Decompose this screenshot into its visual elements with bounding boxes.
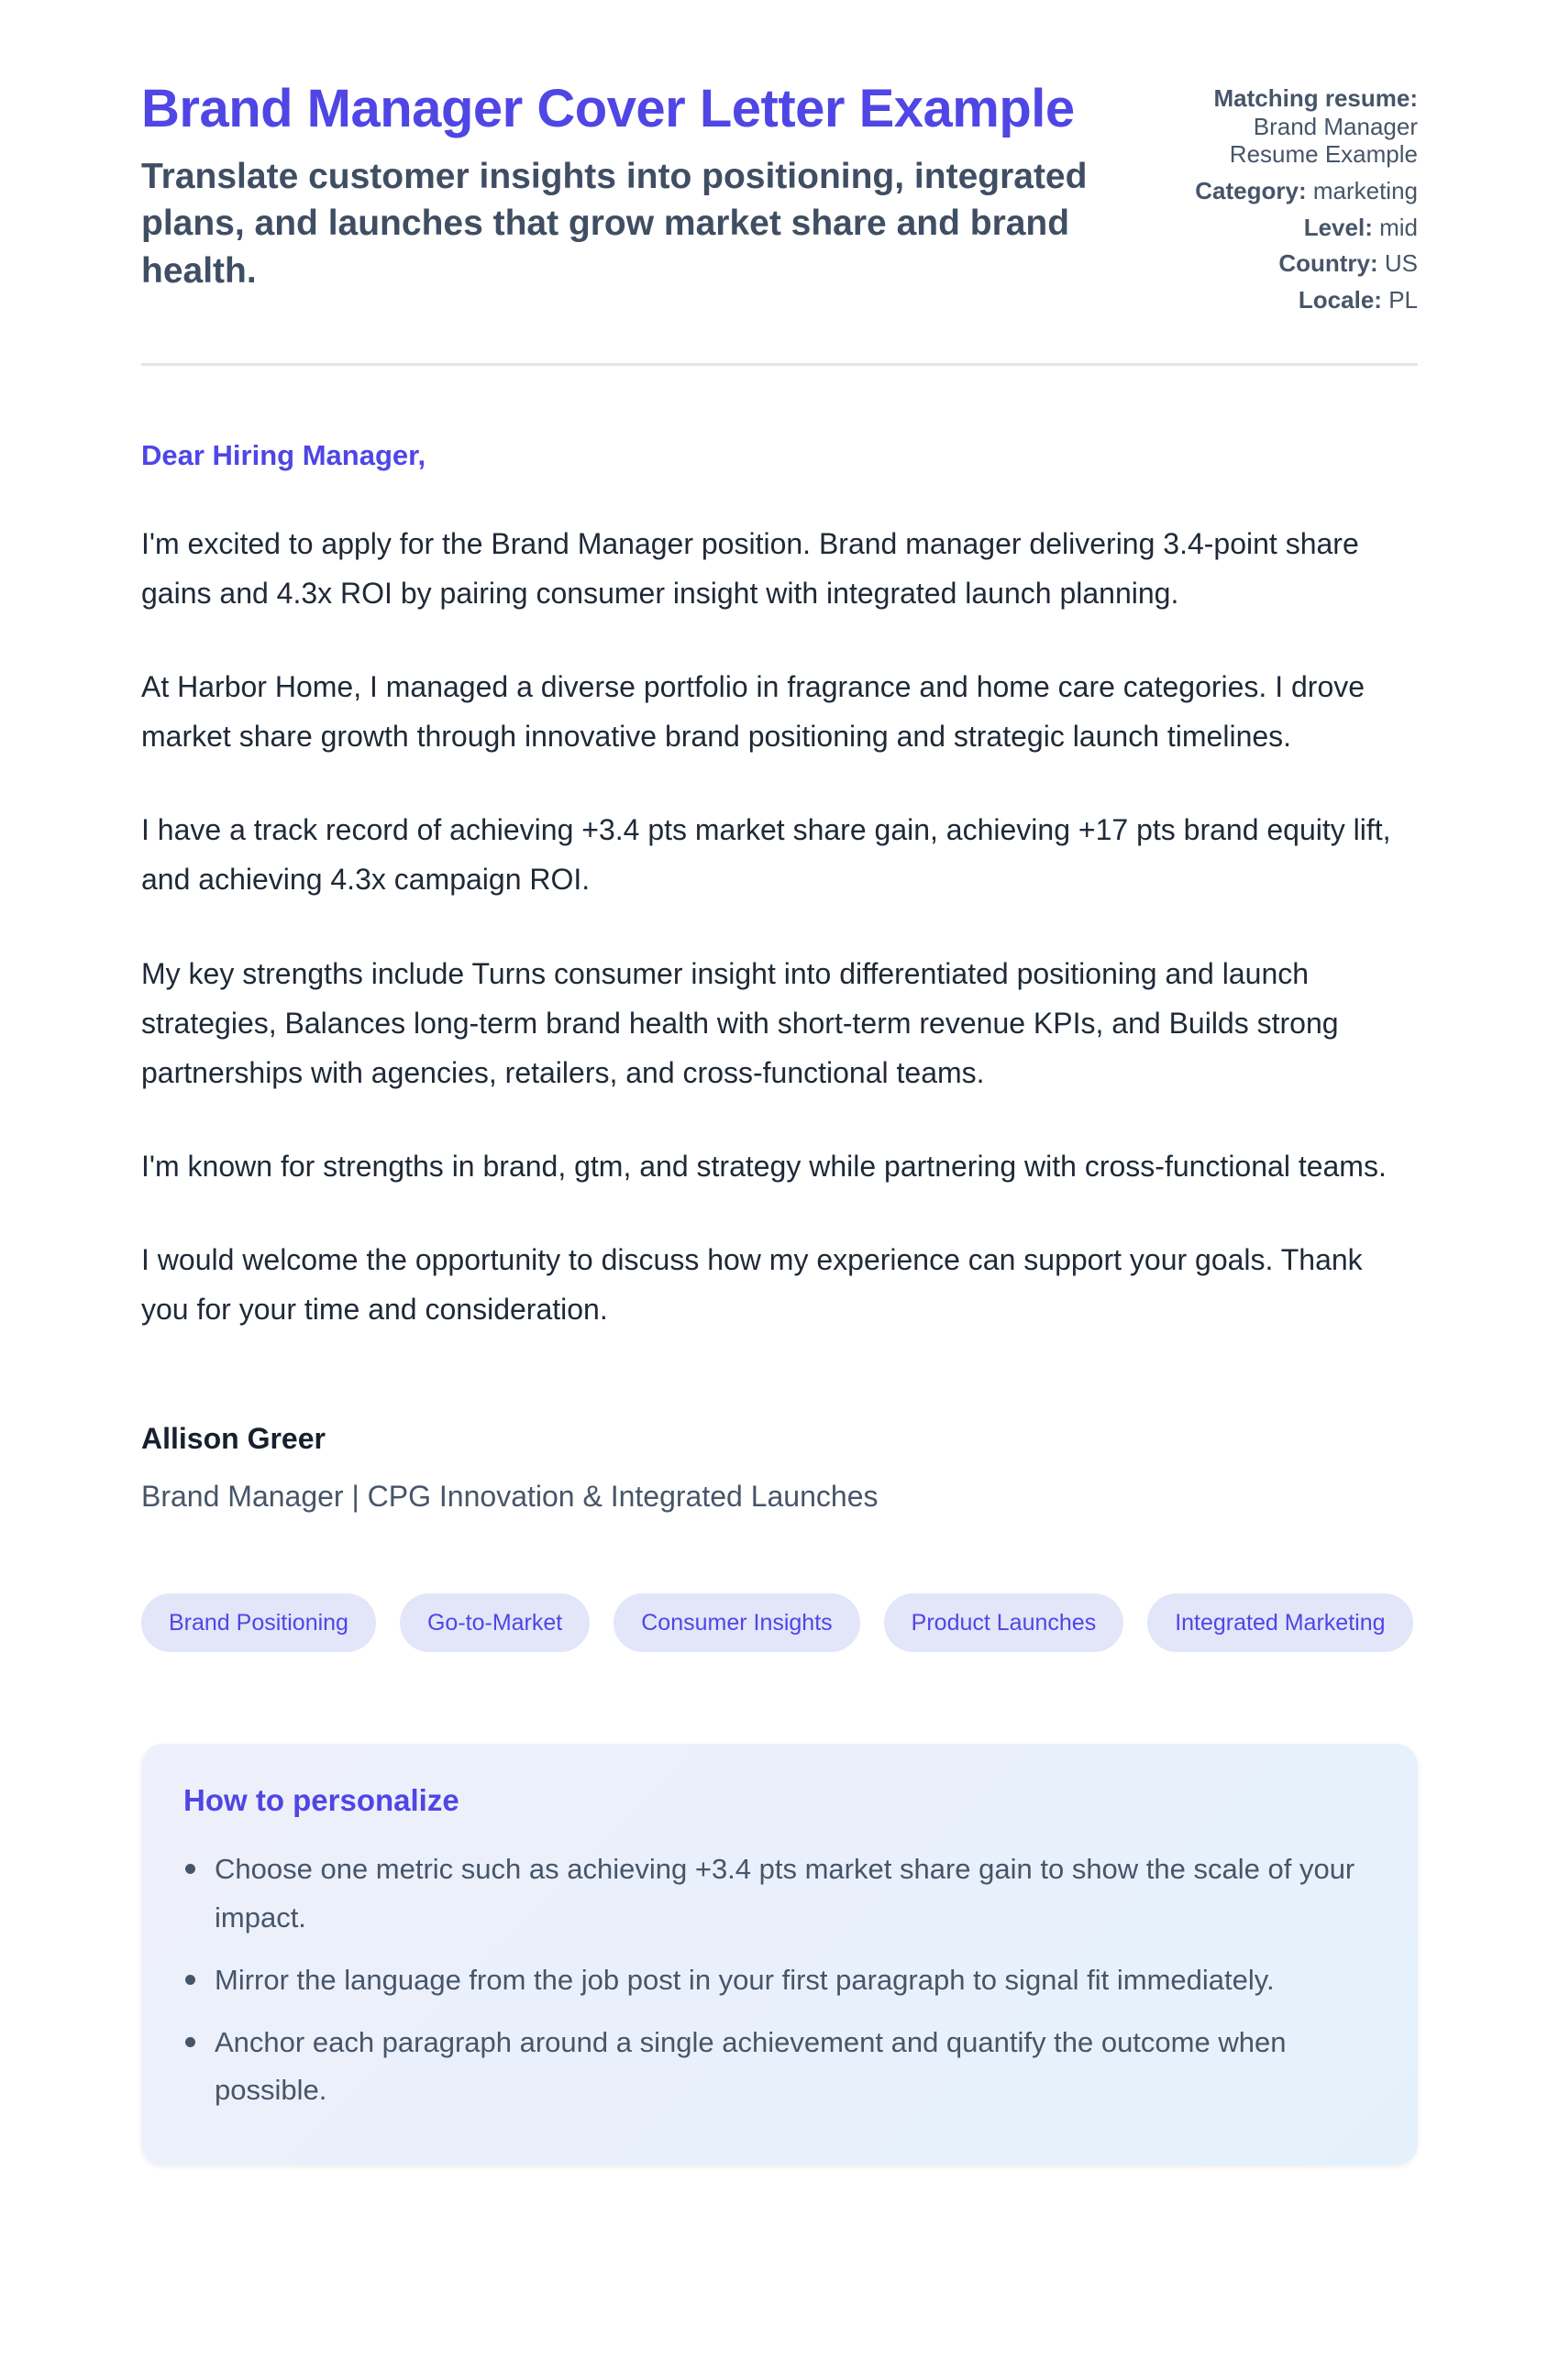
tag-integrated-marketing[interactable]: Integrated Marketing (1147, 1593, 1412, 1652)
meta-locale (1189, 286, 1418, 314)
meta-level-label: Level: (1303, 213, 1373, 241)
header-title-block (141, 79, 1104, 294)
meta-category-value: marketing (1312, 177, 1418, 205)
meta-matching-resume-label: Matching resume: (1213, 84, 1418, 112)
page-header (141, 79, 1418, 323)
meta-matching-resume-value: Brand Manager Resume Example (1229, 112, 1418, 169)
personalize-tip-text: Anchor each paragraph around a single achievement and quantify the outcome when possible. (215, 2025, 1287, 2106)
resume-meta-panel (1189, 79, 1418, 323)
personalize-title: How to personalize (183, 1782, 459, 1817)
meta-locale-value: PL (1388, 286, 1418, 314)
meta-category (1189, 177, 1418, 205)
personalize-tip (183, 1956, 1366, 2004)
letter-paragraph: I'm known for strengths in brand, gtm, and strategy while partnering with cross-functional teams. (141, 1149, 1387, 1183)
meta-country-label: Country: (1278, 249, 1378, 278)
personalize-tip (183, 1846, 1366, 1941)
page-subtitle: Translate customer insights into positioning, integrated plans, and launches that grow market share and brand health. (141, 156, 1088, 291)
bullet-dot-icon (185, 1975, 195, 1985)
letter-paragraph: My key strengths include Turns consumer insight into differentiated positioning and launch strategies, Balances long-term brand health with short-term revenue KPIs, and Builds strong partnerships with agencies, retailers, and cross-functional teams. (141, 956, 1339, 1089)
page-title: Brand Manager Cover Letter Example (141, 79, 1075, 138)
meta-country-value: US (1384, 249, 1418, 278)
header-divider (141, 363, 1418, 366)
tag-product-launches[interactable]: Product Launches (884, 1593, 1124, 1652)
bullet-dot-icon (185, 2037, 195, 2047)
bullet-dot-icon (185, 1864, 195, 1874)
letter-paragraph: I'm excited to apply for the Brand Manager position. Brand manager delivering 3.4-point share gains and 4.3x ROI by pairing consumer insight with integrated launch planning. (141, 527, 1359, 611)
personalize-tip-list (183, 1846, 1376, 2113)
meta-matching-resume (1189, 84, 1418, 169)
personalize-tip-text: Choose one metric such as achieving +3.4 pts market share gain to show the scale of your impact. (215, 1853, 1355, 1934)
salutation: Dear Hiring Manager, (141, 438, 426, 471)
signature-role: Brand Manager | CPG Innovation & Integrated Launches (141, 1479, 879, 1513)
cover-letter-body (141, 435, 1418, 1518)
tag-consumer-insights[interactable]: Consumer Insights (614, 1593, 859, 1652)
signature-block (141, 1418, 1418, 1518)
skill-tags-row (141, 1593, 1418, 1652)
tag-go-to-market[interactable]: Go-to-Market (400, 1593, 590, 1652)
meta-country (1189, 249, 1418, 278)
meta-level (1189, 214, 1418, 242)
meta-locale-label: Locale: (1298, 286, 1382, 314)
letter-paragraph: I have a track record of achieving +3.4 pts market share gain, achieving +17 pts brand equity lift, and achieving 4.3x campaign ROI. (141, 813, 1391, 897)
letter-paragraph: I would welcome the opportunity to discuss how my experience can support your goals. Thank you for your time and consideration. (141, 1242, 1363, 1326)
personalize-tip-text: Mirror the language from the job post in your first paragraph to signal fit immediately. (215, 1963, 1275, 1996)
meta-category-label: Category: (1195, 177, 1307, 205)
signature-name: Allison Greer (141, 1422, 326, 1456)
meta-level-value: mid (1379, 213, 1418, 241)
letter-paragraph: At Harbor Home, I managed a diverse portfolio in fragrance and home care categories. I drove market share growth through innovative brand positioning and strategic launch timelines. (141, 670, 1366, 754)
personalize-tip (183, 2019, 1366, 2114)
how-to-personalize-box (141, 1744, 1418, 2165)
tag-brand-positioning[interactable]: Brand Positioning (141, 1593, 376, 1652)
